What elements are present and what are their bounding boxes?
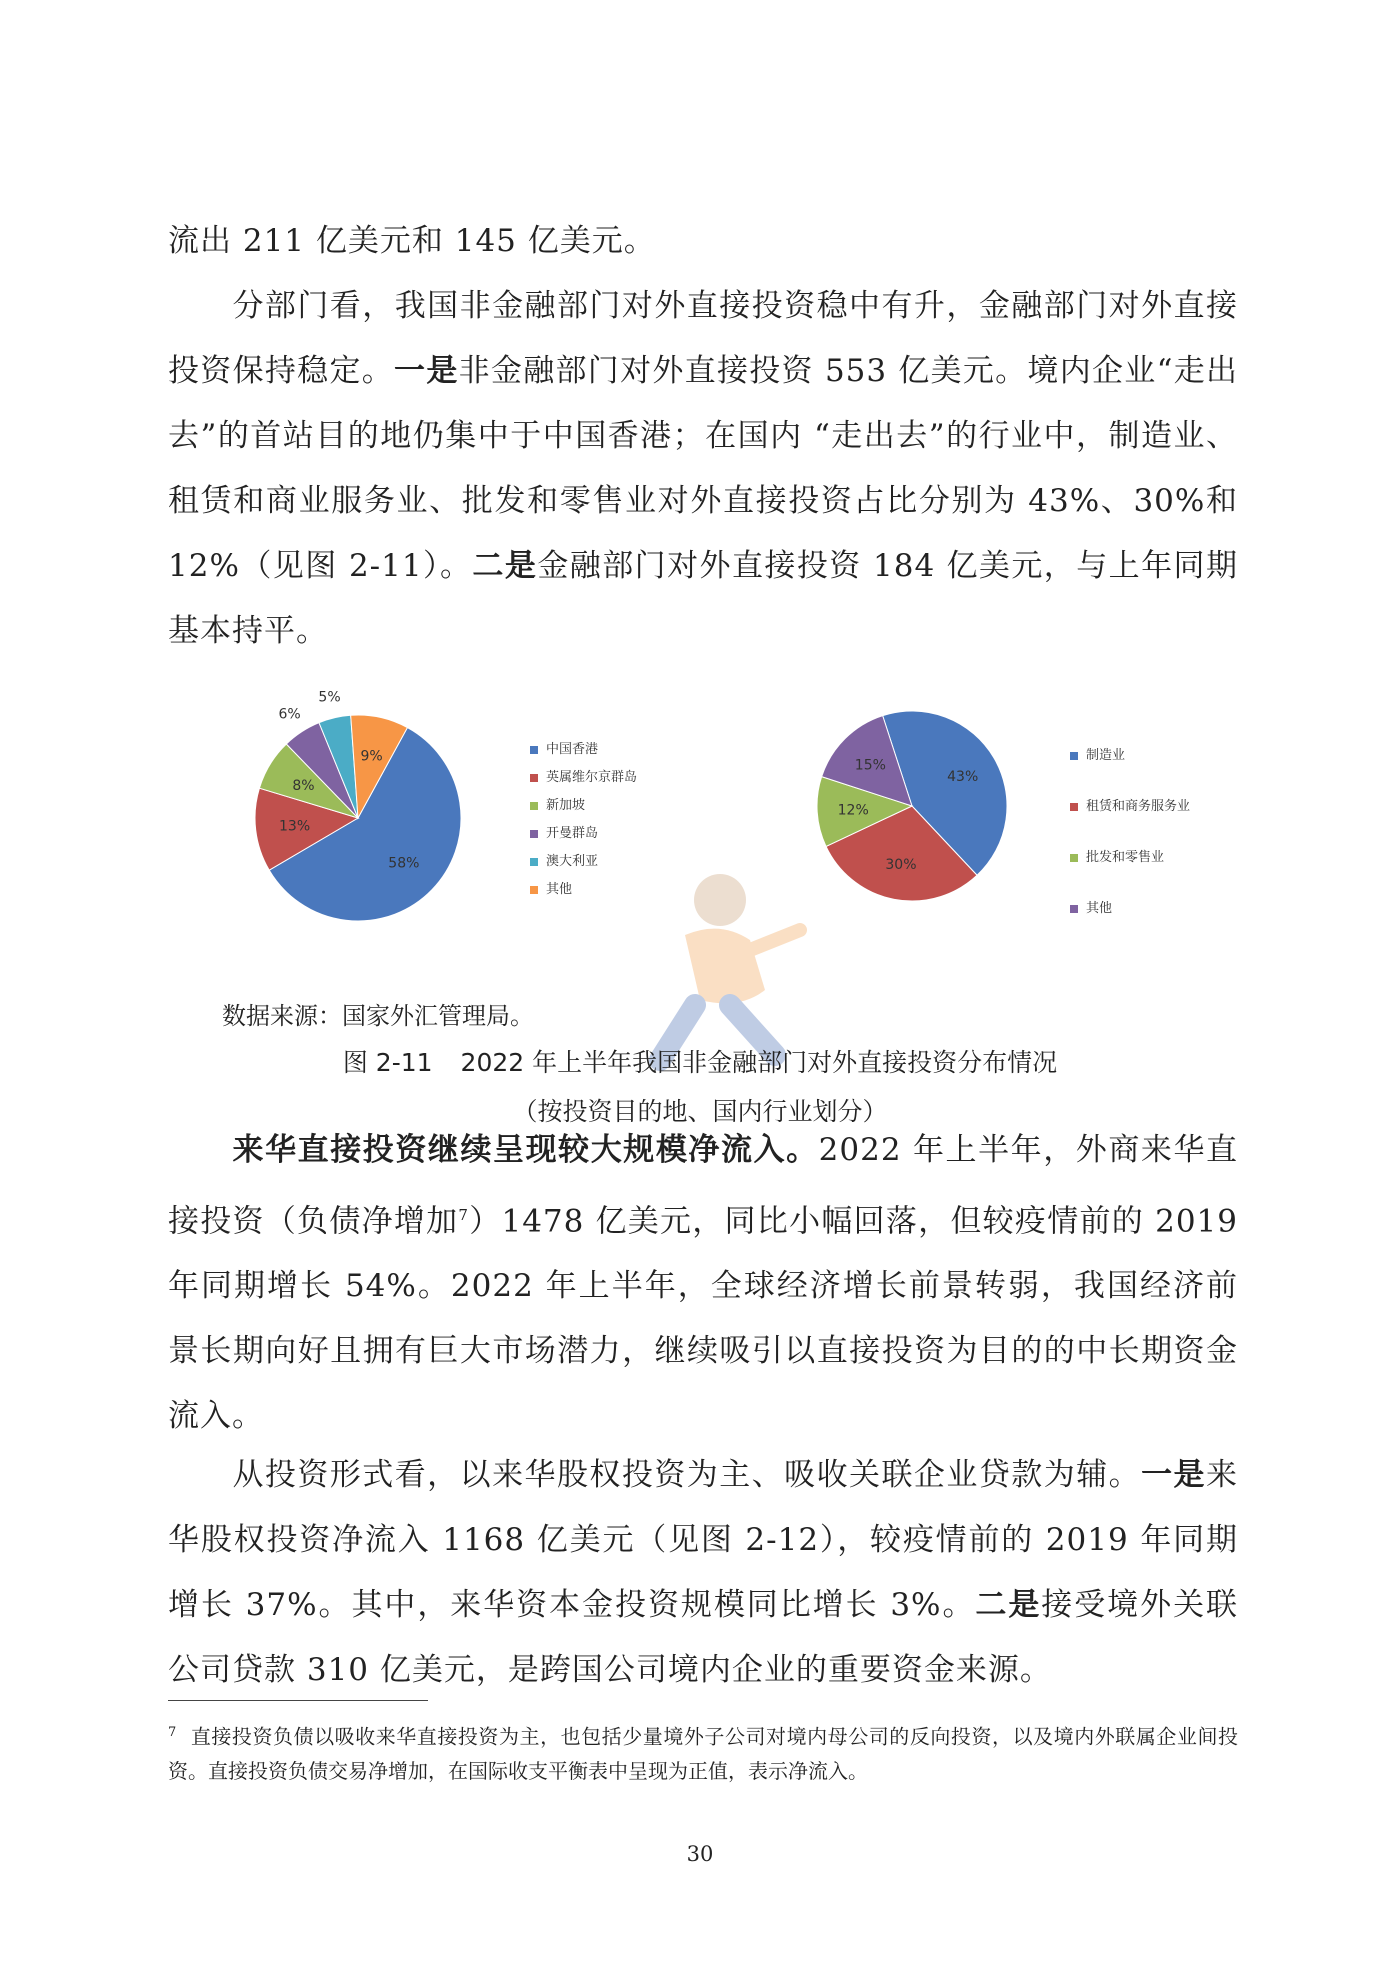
pie0-legend-swatch-4 <box>530 858 538 866</box>
pie0-legend-label-3: 开曼群岛 <box>546 826 599 841</box>
industry-pie-chart <box>780 700 1260 960</box>
pie0-label-2: 8% <box>292 777 315 794</box>
pie0-legend-label-4: 澳大利亚 <box>546 854 599 869</box>
footnote-reference[interactable]: 7 <box>458 1206 469 1224</box>
pie0-legend-item-5 <box>530 878 572 897</box>
pie1-legend-label-0: 制造业 <box>1086 748 1126 763</box>
paragraph-3: 来华直接投资继续呈现较大规模净流入。2022 年上半年，外商来华直接投资（负债净增加$^7$）1478 亿美元，同比小幅回落，但较疫情前的 2019 年同期增长 54%。2022 年上半年，全球经济增长前景转弱，我国经济前景长期向好且拥有巨大市场潜力，继续吸引以直接投资为目的的中长期资金流入。 <box>168 1132 1239 1435</box>
pie1-legend-item-1 <box>1070 795 1190 814</box>
paragraph-2: 分部门看，我国非金融部门对外直接投资稳中有升，金融部门对外直接投资保持稳定。一是非金融部门对外直接投资 553 亿美元。境内企业“走出去”的首站目的地仍集中于中国香港；在国内 “走出去”的行业中，制造业、租赁和商业服务业、批发和零售业对外直接投资占比分别为 43%、30%和 12%（见图 2-11）。二是金融部门对外直接投资 184 亿美元，与上年同期基本持平。 <box>168 288 1239 649</box>
pie0-label-5: 9% <box>360 748 383 765</box>
pie0-legend-item-0 <box>530 738 598 757</box>
pie1-legend-item-2 <box>1070 846 1164 865</box>
pie0-legend-swatch-1 <box>530 774 538 782</box>
pie0-legend-item-4 <box>530 850 598 869</box>
pie1-legend-swatch-3 <box>1070 905 1078 913</box>
pie0-legend-label-5: 其他 <box>546 882 573 897</box>
pie0-legend-swatch-3 <box>530 830 538 838</box>
pie0-label-1: 13% <box>279 818 311 835</box>
pie0-legend-swatch-0 <box>530 746 538 754</box>
pie0-legend-item-2 <box>530 794 585 813</box>
figure-title: 图 2-11 2022 年上半年我国非金融部门对外直接投资分布情况 <box>342 1048 1058 1077</box>
footnote-marker: 7 <box>168 1725 177 1740</box>
paragraph-4: 从投资形式看，以来华股权投资为主、吸收关联企业贷款为辅。一是来华股权投资净流入 1168 亿美元（见图 2-12），较疫情前的 2019 年同期增长 37%。其中，来华资本金投资规模同比增长 3%。二是接受境外关联公司贷款 310 亿美元，是跨国公司境内企业的重要资金来源。 <box>168 1457 1239 1688</box>
pie1-legend-label-2: 批发和零售业 <box>1086 850 1165 865</box>
pie1-label-1: 30% <box>885 856 917 873</box>
footnote-divider <box>168 1700 428 1701</box>
pie1-legend-item-3 <box>1070 897 1112 916</box>
footnote: $^7$ 直接投资负债以吸收来华直接投资为主，也包括少量境外子公司对境内母公司的反向投资，以及境内外联属企业间投资。直接投资负债交易净增加，在国际收支平衡表中呈现为正值，表示净流入。 <box>168 1724 1238 1783</box>
pie1-legend-swatch-0 <box>1070 752 1078 760</box>
pie0-legend-label-1: 英属维尔京群岛 <box>546 770 638 785</box>
pie0-legend-swatch-5 <box>530 886 538 894</box>
paragraph-1: 流出 211 亿美元和 145 亿美元。 <box>168 223 656 259</box>
pie1-legend-item-0 <box>1070 744 1125 763</box>
pie0-legend-label-0: 中国香港 <box>546 742 599 757</box>
pie0-label-3: 6% <box>278 706 301 723</box>
figure-subtitle: （按投资目的地、国内行业划分） <box>512 1097 888 1126</box>
pie1-legend-swatch-1 <box>1070 803 1078 811</box>
pie1-label-2: 12% <box>837 802 869 819</box>
figure-source-note: 数据来源：国家外汇管理局。 <box>222 1002 534 1030</box>
pie1-label-3: 15% <box>854 757 886 774</box>
pie1-label-0: 43% <box>947 769 979 786</box>
page-number: 30 <box>686 1842 714 1866</box>
pie1-legend-swatch-2 <box>1070 854 1078 862</box>
pie0-legend-item-3 <box>530 822 598 841</box>
pie0-label-0: 58% <box>388 855 420 872</box>
pie1-legend-label-3: 其他 <box>1086 901 1113 916</box>
pie0-legend-label-2: 新加坡 <box>546 798 586 813</box>
pie0-legend-item-1 <box>530 766 637 785</box>
pie1-legend-label-1: 租赁和商务服务业 <box>1086 799 1191 814</box>
industry-pie-svg <box>780 700 1260 960</box>
pie0-label-4: 5% <box>318 689 341 706</box>
pie0-legend-swatch-2 <box>530 802 538 810</box>
